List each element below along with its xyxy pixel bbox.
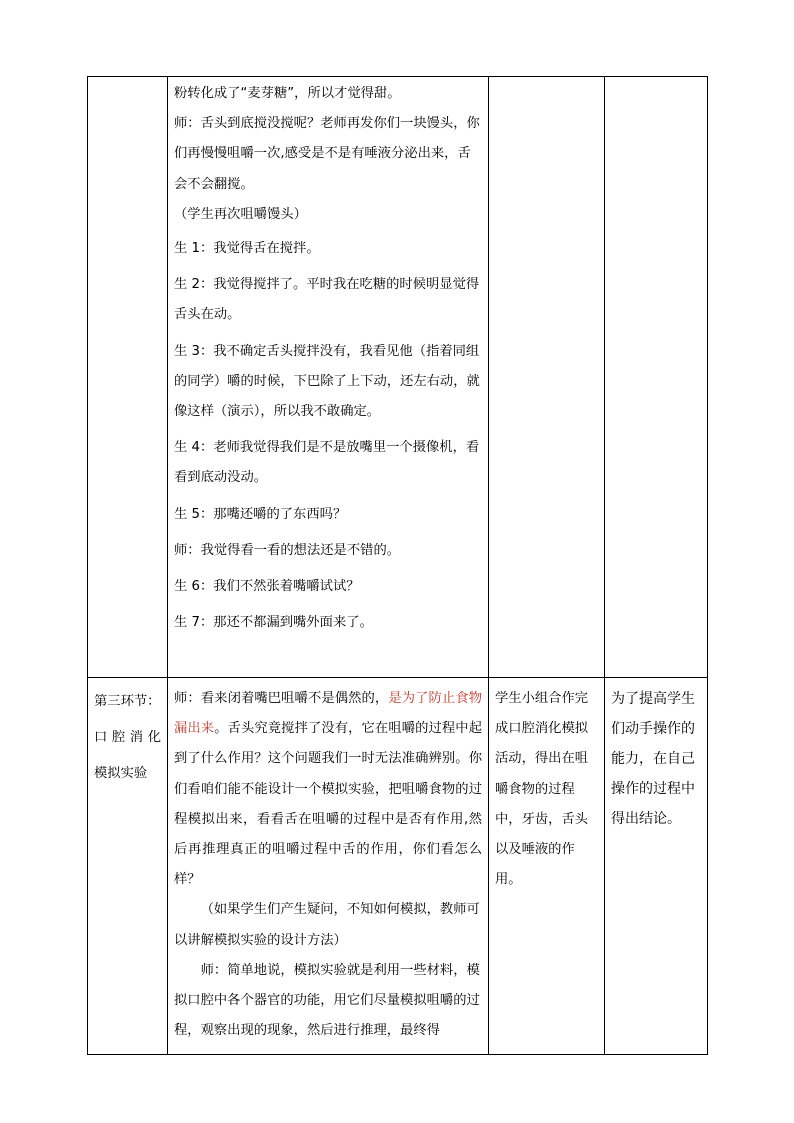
paragraph: 为了提高学生们动手操作的能力，在自己操作的过程中得出结论。 bbox=[611, 691, 695, 827]
paragraph: 粉转化成了“麦芽糖”，所以才觉得甜。 bbox=[174, 86, 401, 101]
text-span: 师：看来闭着嘴巴咀嚼不是偶然的， bbox=[174, 691, 389, 706]
stage-title: 口腔消化 bbox=[94, 730, 161, 745]
paragraph: 生 4：老师我觉得我们是不是放嘴里一个摄像机，看看到底动没动。 bbox=[174, 440, 480, 486]
highlighted-text: 是为了防止食物漏出来 bbox=[174, 691, 483, 737]
paragraph: 生 7：那还不都漏到嘴外面来了。 bbox=[174, 615, 373, 631]
design-intent-cell bbox=[605, 678, 708, 1055]
paragraph: 生 6：我们不然张着嘴嚼试试？ bbox=[174, 579, 360, 595]
lesson-plan-table bbox=[87, 76, 708, 1055]
paragraph: 师：简单地说，模拟实验就是利用一些材料，模拟口腔中各个器官的功能，用它们尽量模拟咀嚼的过程，观察出现的现象，然后进行推理，最终得 bbox=[174, 962, 480, 1039]
stage-title: 第三环节： bbox=[94, 694, 161, 709]
paragraph: 生 3：我不确定舌头搅拌没有，我看见他（指着同组的同学）嚼的时候，下巴除了上下动，还左右动，就像这样（演示），所以我不敢确定。 bbox=[174, 343, 480, 420]
table-row bbox=[88, 77, 708, 678]
design-intent-cell bbox=[605, 77, 708, 678]
paragraph bbox=[174, 684, 482, 895]
stage-title: 模拟实验 bbox=[94, 766, 148, 781]
text-span: 。舌头究竟搅拌了没有，它在咀嚼的过程中起到了什么作用？这个问题我们一时无法准确辨别。你们看咱们能不能设计一个模拟实验，把咀嚼食物的过程模拟出来，看看舌在咀嚼的过程中是否有作用,然后再推理真正的咀嚼过程中舌的作用，你们看怎么样？ bbox=[174, 721, 483, 888]
teaching-process-cell bbox=[168, 77, 489, 678]
stage-cell bbox=[88, 77, 168, 678]
paragraph: 师：舌头到底搅没搅呢？老师再发你们一块馒头，你们再慢慢咀嚼一次,感受是不是有唾液分泌出来，舌会不会翻搅。 bbox=[174, 116, 480, 192]
paragraph: 生 2：我觉得搅拌了。平时我在吃糖的时候明显觉得舌头在动。 bbox=[174, 277, 480, 323]
paragraph: 生 1：我觉得舌在搅拌。 bbox=[174, 241, 320, 257]
paragraph: 学生小组合作完成口腔消化模拟活动，得出在咀嚼食物的过程中，牙齿，舌头以及唾液的作用。 bbox=[495, 691, 589, 888]
stage-cell bbox=[88, 678, 168, 1055]
table-row bbox=[88, 678, 708, 1055]
paragraph: （如果学生们产生疑问，不知如何模拟，教师可以讲解模拟实验的设计方法） bbox=[174, 902, 480, 948]
paragraph: （学生再次咀嚼馒头） bbox=[174, 206, 307, 222]
paragraph: 师：我觉得看一看的想法还是不错的。 bbox=[174, 542, 401, 558]
teaching-process-cell bbox=[168, 678, 489, 1055]
student-activity-cell bbox=[489, 678, 605, 1055]
paragraph: 生 5：那嘴还嚼的了东西吗？ bbox=[174, 506, 347, 522]
student-activity-cell bbox=[489, 77, 605, 678]
